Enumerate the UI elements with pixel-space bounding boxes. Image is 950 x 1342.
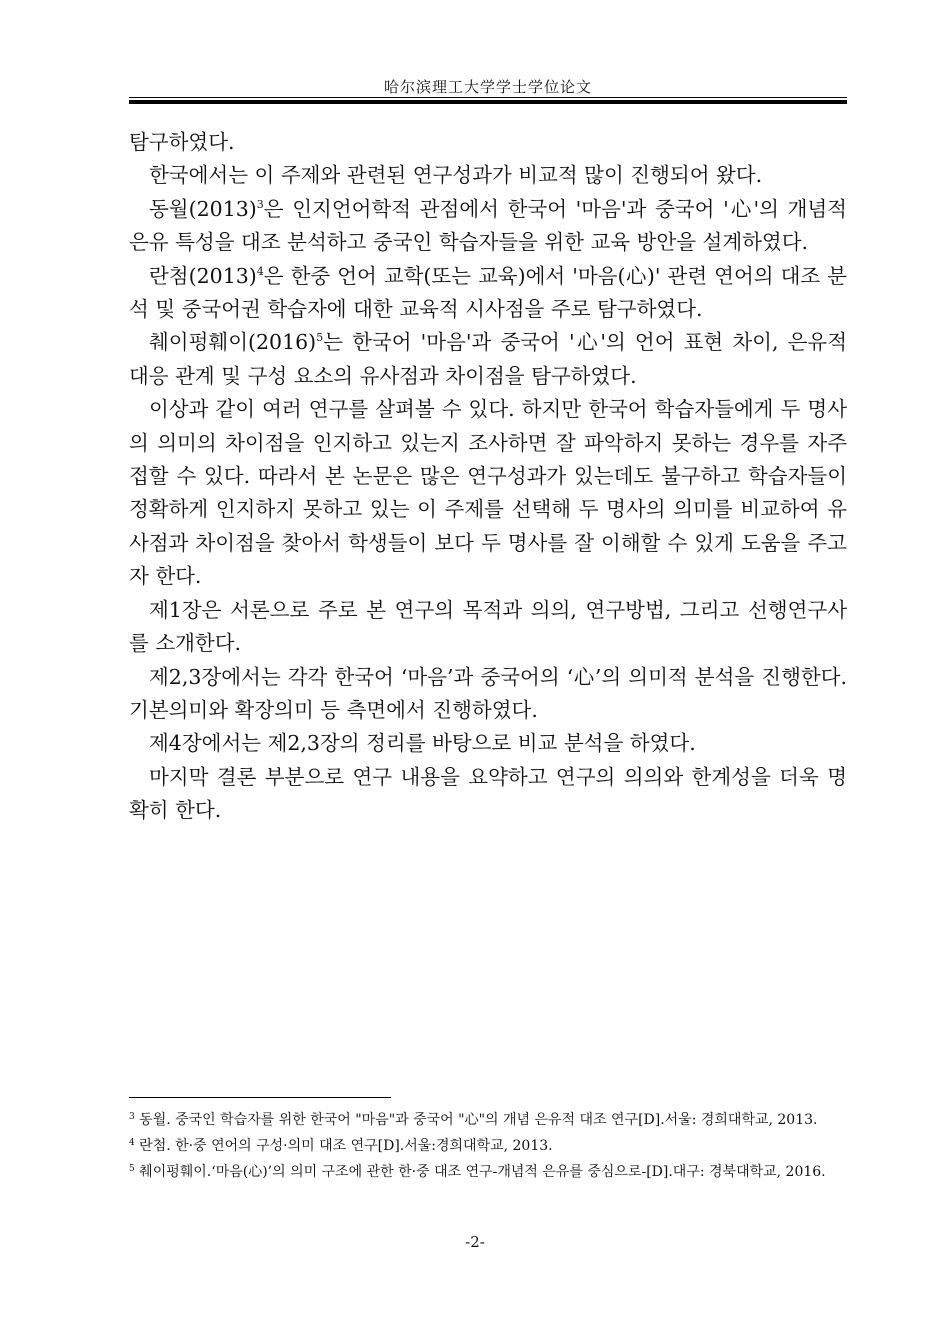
footnote-text: 동월. 중국인 학습자를 위한 한국어 "마음"과 중국어 "心"의 개념 은유적 대조 연구[D].서울: 경희대학교, 2013. xyxy=(134,1112,818,1128)
footnote-ref-3: 3 xyxy=(256,197,264,211)
paragraph-text: 한국에서는 이 주제와 관련된 연구성과가 비교적 많이 진행되어 왔다. xyxy=(149,163,763,188)
page-header-title: 哈尔滨理工大学学士学位论文 xyxy=(383,78,592,96)
footnote-3 xyxy=(129,1108,847,1132)
paragraph-10 xyxy=(129,761,847,828)
paragraph-3 xyxy=(129,193,847,260)
footnote-ref-4: 4 xyxy=(256,264,264,278)
header-rule-thick xyxy=(129,100,847,104)
footnote-5 xyxy=(129,1160,847,1184)
paragraph-text: 췌이펑훼이(2016) xyxy=(149,330,317,355)
footnote-number: 5 xyxy=(129,1164,135,1174)
footnote-text: 란첨. 한·중 연어의 구성·의미 대조 연구[D].서울:경희대학교, 2013. xyxy=(134,1138,553,1154)
paragraph-text: 란첨(2013) xyxy=(149,263,257,288)
paragraph-1 xyxy=(129,126,847,159)
footnote-4 xyxy=(129,1134,847,1158)
paragraph-text: 제4장에서는 제2,3장의 정리를 바탕으로 비교 분석을 하였다. xyxy=(149,731,696,756)
paragraph-7 xyxy=(129,594,847,661)
paragraph-text: 제1장은 서론으로 주로 본 연구의 목적과 의의, 연구방법, 그리고 선행연구사를 소개한다. xyxy=(129,597,847,656)
paragraph-text: 마지막 결론 부분으로 연구 내용을 요약하고 연구의 의의와 한계성을 더욱 명확히 한다. xyxy=(129,764,847,823)
footnotes xyxy=(129,1108,847,1186)
paragraph-text-rest: 은 한중 언어 교학(또는 교육)에서 '마음(心)' 관련 연어의 대조 분석 및 중국어권 학습자에 대한 교육적 시사점을 주로 탐구하였다. xyxy=(129,263,847,322)
paragraph-text: 탐구하였다. xyxy=(129,130,235,154)
footnote-text: 췌이펑훼이.‘마음(心)’의 의미 구조에 관한 한·중 대조 연구-개념적 은유를 중심으로-[D].대구: 경북대학교, 2016. xyxy=(134,1164,826,1180)
paragraph-text: 동월(2013) xyxy=(149,196,257,221)
paragraph-5 xyxy=(129,326,847,393)
paragraph-text: 제2,3장에서는 각각 한국어 ‘마음’과 중국어의 ‘心’의 의미적 분석을 진행한다. 기본의미와 확장의미 등 측면에서 진행하였다. xyxy=(129,664,847,722)
footnote-number: 4 xyxy=(129,1138,135,1148)
paragraph-8 xyxy=(129,661,847,728)
page-number: -2- xyxy=(465,1233,485,1251)
paragraph-6 xyxy=(129,393,847,593)
paragraph-2 xyxy=(129,159,847,192)
paragraph-text: 이상과 같이 여러 연구를 살펴볼 수 있다. 하지만 한국어 학습자들에게 두 명사의 의미의 차이점을 인지하고 있는지 조사하면 잘 파악하지 못하는 경우를 자주 접할 수 있다. 따라서 본 논문은 많은 연구성과가 있는데도 불구하고 학습자들이 정확하게 인지하지 못하고 있는 이 주제를 선택해 두 명사의 의미를 비교하여 유사점과 차이점을 찾아서 학생들이 보다 두 명사를 잘 이해할 수 있게 도움을 주고자 한다. xyxy=(129,397,847,589)
paragraph-9 xyxy=(129,727,847,760)
footnote-separator xyxy=(129,1097,391,1098)
footnote-ref-5: 5 xyxy=(316,331,324,345)
paragraph-text-rest: 는 한국어 '마음'과 중국어 '心'의 언어 표현 차이, 은유적 대응 관계 및 구성 요소의 유사점과 차이점을 탐구하였다. xyxy=(129,330,847,388)
header-rule-thin xyxy=(129,97,847,98)
body-text xyxy=(129,126,847,828)
paragraph-text-rest: 은 인지언어학적 관점에서 한국어 '마음'과 중국어 '心'의 개념적 은유 특성을 대조 분석하고 중국인 학습자들을 위한 교육 방안을 설계하였다. xyxy=(129,196,847,255)
footnote-number: 3 xyxy=(129,1112,135,1122)
paragraph-4 xyxy=(129,260,847,327)
